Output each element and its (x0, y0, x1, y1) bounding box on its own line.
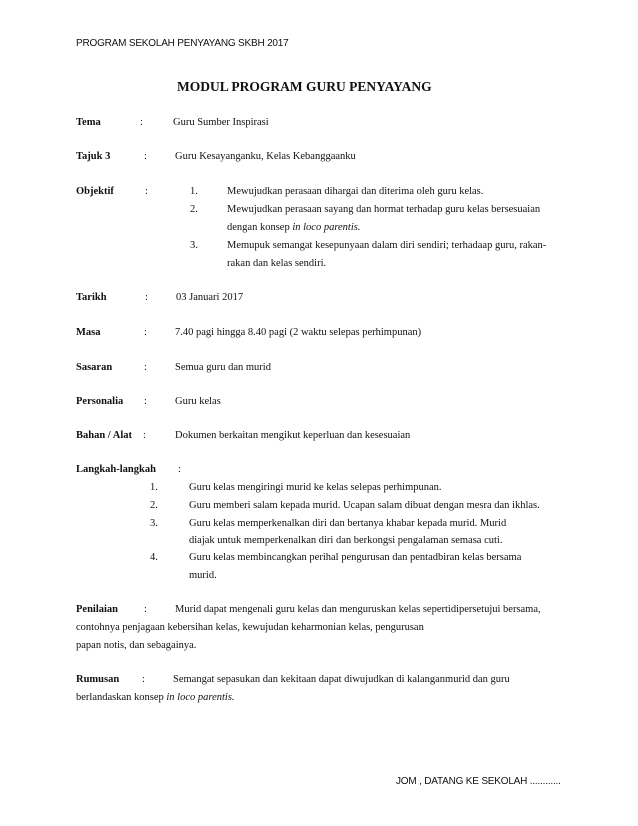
penilaian-label: Penilaian (76, 604, 119, 615)
penilaian-line-2: contohnya penjagaan kebersihan kelas, kewujudan keharmonian kelas, pengurusan (76, 622, 424, 633)
langkah-item-3-text-cont: diajak untuk memperkenalkan diri dan berkongsi pengalaman semasa cuti. (189, 535, 503, 546)
rumusan-line-2-italic: in loco parentis. (166, 692, 235, 703)
langkah-item-4-num: 4. (150, 552, 158, 563)
objektif-item-3-text-cont: rakan dan kelas sendiri. (227, 258, 327, 269)
tema-label: Tema (76, 117, 101, 128)
tema-colon: : (140, 117, 143, 128)
rumusan-line-2-plain: berlandaskan konsep (76, 692, 167, 703)
langkah-item-3-num: 3. (150, 518, 158, 529)
tema-value: Guru Sumber Inspirasi (173, 117, 269, 128)
objektif-colon: : (145, 186, 148, 197)
tarikh-value: 03 Januari 2017 (176, 292, 244, 303)
personalia-value: Guru kelas (175, 396, 221, 407)
tarikh-label: Tarikh (76, 292, 107, 303)
tajuk-colon: : (144, 151, 147, 162)
page-header: PROGRAM SEKOLAH PENYAYANG SKBH 2017 (76, 38, 289, 49)
objektif-item-1-text: Mewujudkan perasaan dihargai dan diterima oleh guru kelas. (227, 186, 484, 197)
page-footer: JOM , DATANG KE SEKOLAH ............ (396, 776, 561, 787)
langkah-colon: : (178, 464, 181, 475)
penilaian-line-1: Murid dapat mengenali guru kelas dan menguruskan kelas sepertidipersetujui bersama, (175, 604, 541, 615)
langkah-item-3-text: Guru kelas memperkenalkan diri dan bertanya khabar kepada murid. Murid (189, 518, 507, 529)
objektif-item-1-num: 1. (190, 186, 198, 197)
tajuk-value: Guru Kesayanganku, Kelas Kebanggaanku (175, 151, 356, 162)
langkah-item-1-text: Guru kelas mengiringi murid ke kelas selepas perhimpunan. (189, 482, 442, 493)
langkah-item-4-text-cont: murid. (189, 570, 217, 581)
langkah-item-1-num: 1. (150, 482, 158, 493)
langkah-label: Langkah-langkah (76, 464, 156, 475)
objektif-item-3-text: Memupuk semangat kesepunyaan dalam diri sendiri; terhadaap guru, rakan- (227, 240, 547, 251)
objektif-label: Objektif (76, 186, 114, 197)
sasaran-colon: : (144, 362, 147, 373)
bahan-label: Bahan / Alat (76, 430, 133, 441)
langkah-item-4-text: Guru kelas membincangkan perihal pengurusan dan pentadbiran kelas bersama (189, 552, 522, 563)
masa-label: Masa (76, 327, 101, 338)
objektif-item-3-num: 3. (190, 240, 198, 251)
tajuk-label: Tajuk 3 (76, 151, 111, 162)
rumusan-line-2 (76, 692, 235, 703)
rumusan-colon: : (142, 674, 145, 685)
tarikh-colon: : (145, 292, 148, 303)
masa-value: 7.40 pagi hingga 8.40 pagi (2 waktu selepas perhimpunan) (175, 327, 422, 338)
rumusan-label: Rumusan (76, 674, 120, 685)
rumusan-line-1: Semangat sepasukan dan kekitaan dapat diwujudkan di kalanganmurid dan guru (173, 674, 510, 685)
objektif-item-2-num: 2. (190, 204, 198, 215)
sasaran-label: Sasaran (76, 362, 113, 373)
objektif-item-2-text: Mewujudkan perasaan sayang dan hormat terhadap guru kelas bersesuaian (227, 204, 541, 215)
page-title: MODUL PROGRAM GURU PENYAYANG (177, 79, 432, 94)
bahan-colon: : (143, 430, 146, 441)
penilaian-colon: : (144, 604, 147, 615)
personalia-label: Personalia (76, 396, 124, 407)
objektif-item-2-text-cont-plain: dengan konsep (227, 222, 293, 233)
bahan-value: Dokumen berkaitan mengikut keperluan dan kesesuaian (175, 430, 411, 441)
sasaran-value: Semua guru dan murid (175, 362, 271, 373)
masa-colon: : (144, 327, 147, 338)
objektif-item-2-text-cont (227, 222, 360, 233)
langkah-item-2-text: Guru memberi salam kepada murid. Ucapan salam dibuat dengan mesra dan ikhlas. (189, 500, 540, 511)
penilaian-line-3: papan notis, dan sebagainya. (76, 640, 197, 651)
personalia-colon: : (144, 396, 147, 407)
langkah-item-2-num: 2. (150, 500, 158, 511)
objektif-item-2-text-cont-italic: in loco parentis. (292, 222, 361, 233)
